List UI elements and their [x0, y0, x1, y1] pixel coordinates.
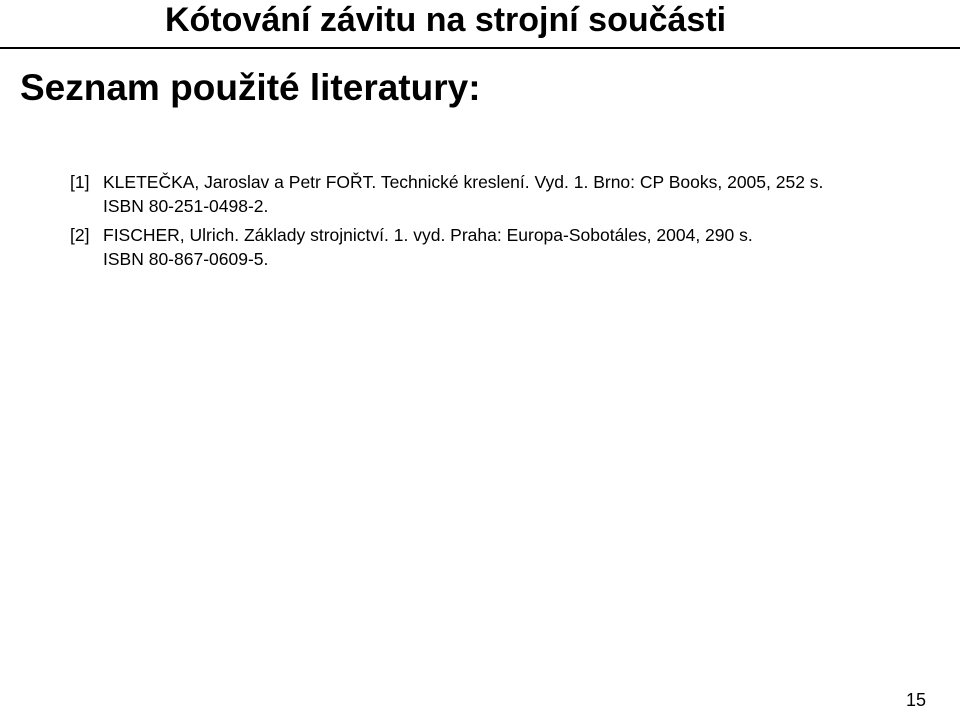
reference-text: FISCHER, Ulrich. Základy strojnictví. 1. vyd. Praha: Europa-Sobotáles, 2004, 290 s.	[103, 225, 753, 245]
reference-line	[70, 223, 950, 247]
reference-isbn: ISBN 80-867-0609-5.	[103, 249, 269, 269]
reference-item-2	[70, 223, 950, 271]
slide-title: Kótování závitu na strojní součásti	[165, 1, 727, 39]
reference-number: [1]	[70, 172, 90, 192]
reference-list	[70, 170, 950, 276]
section-heading: Seznam použité literatury:	[20, 67, 481, 108]
reference-line	[70, 170, 950, 194]
page-number: 15	[906, 690, 927, 710]
reference-number: [2]	[70, 225, 90, 245]
title-divider	[0, 47, 960, 49]
reference-isbn: ISBN 80-251-0498-2.	[103, 196, 269, 216]
reference-item-1	[70, 170, 950, 218]
reference-text: KLETEČKA, Jaroslav a Petr FOŘT. Technické kreslení. Vyd. 1. Brno: CP Books, 2005, 252 s.	[103, 172, 824, 192]
